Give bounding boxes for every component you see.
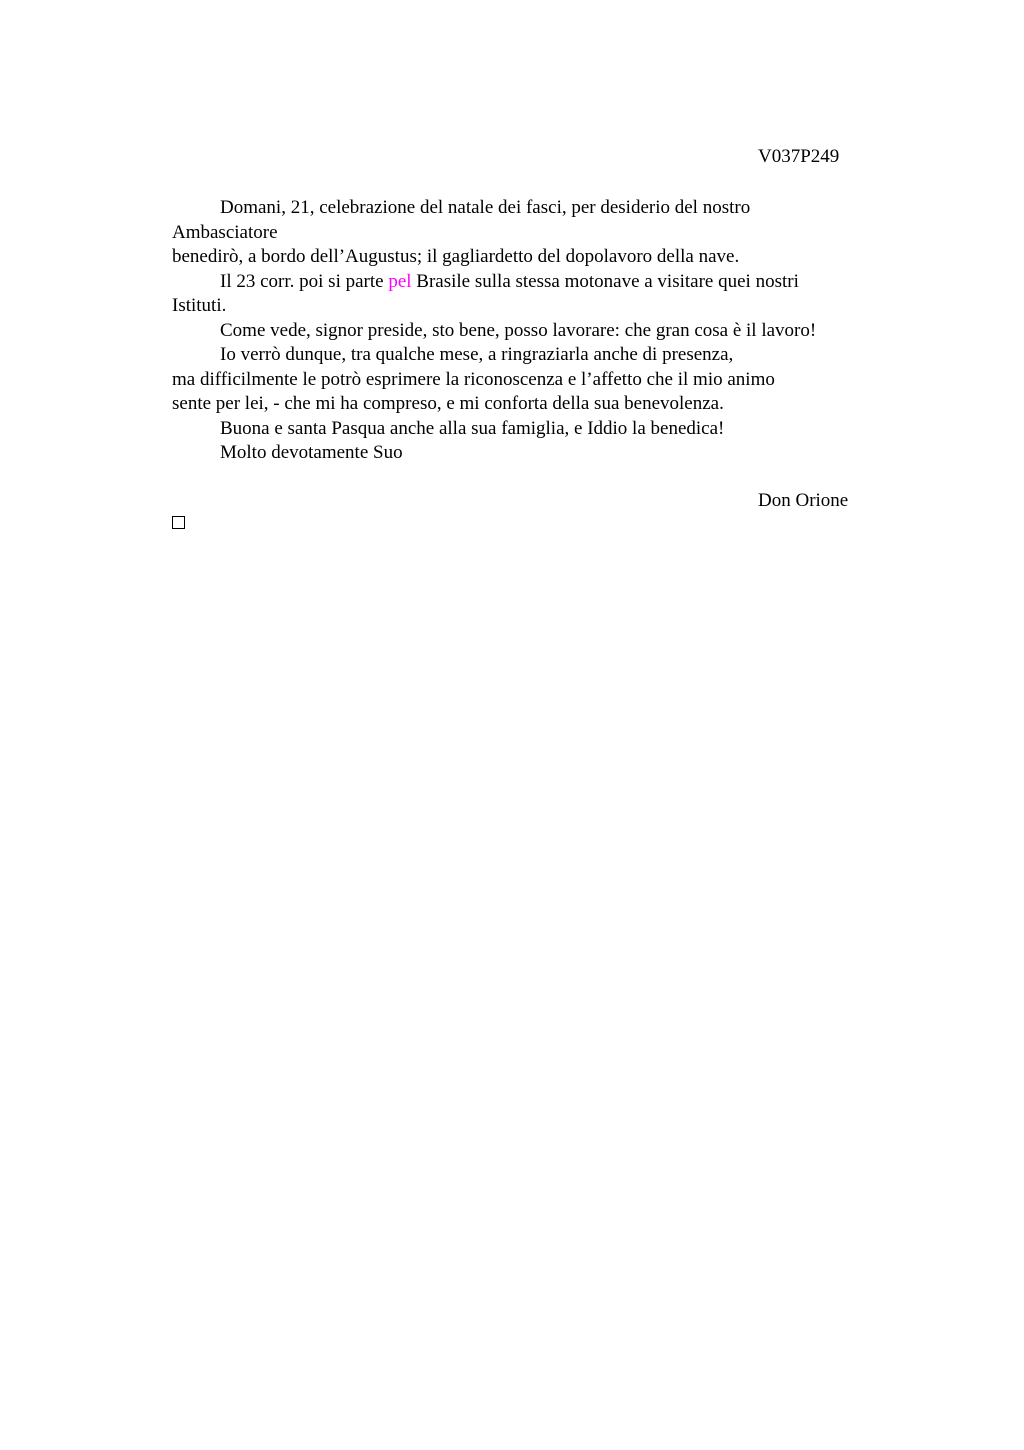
text-segment: Il 23 corr. poi si parte bbox=[220, 270, 389, 292]
text-line: Molto devotamente Suo bbox=[220, 442, 403, 463]
text-line: Istituti. bbox=[172, 295, 227, 316]
signature: Don Orione bbox=[758, 490, 849, 511]
text-line: benedirò, a bordo dell’Augustus; il gagliardetto del dopolavoro della nave. bbox=[172, 246, 740, 267]
highlighted-word: pel bbox=[388, 270, 412, 292]
text-line: Domani, 21, celebrazione del natale dei fasci, per desiderio del nostro bbox=[220, 197, 751, 218]
text-line: sente per lei, - che mi ha compreso, e mi conforta della sua benevolenza. bbox=[172, 393, 724, 414]
page-code: V037P249 bbox=[758, 146, 840, 167]
text-line bbox=[172, 270, 872, 295]
text-segment: Brasile sulla stessa motonave a visitare quei nostri bbox=[411, 270, 799, 292]
text-line: Ambasciatore bbox=[172, 221, 278, 243]
square-outline-icon bbox=[172, 516, 185, 529]
text-line: Buona e santa Pasqua anche alla sua famiglia, e Iddio la benedica! bbox=[220, 417, 725, 439]
letter-body bbox=[172, 196, 872, 466]
text-line: Come vede, signor preside, sto bene, posso lavorare: che gran cosa è il lavoro! bbox=[220, 319, 817, 341]
text-line: ma difficilmente le potrò esprimere la riconoscenza e l’affetto che il mio animo bbox=[172, 368, 775, 390]
text-line: Io verrò dunque, tra qualche mese, a ringraziarla anche di presenza, bbox=[220, 344, 734, 365]
